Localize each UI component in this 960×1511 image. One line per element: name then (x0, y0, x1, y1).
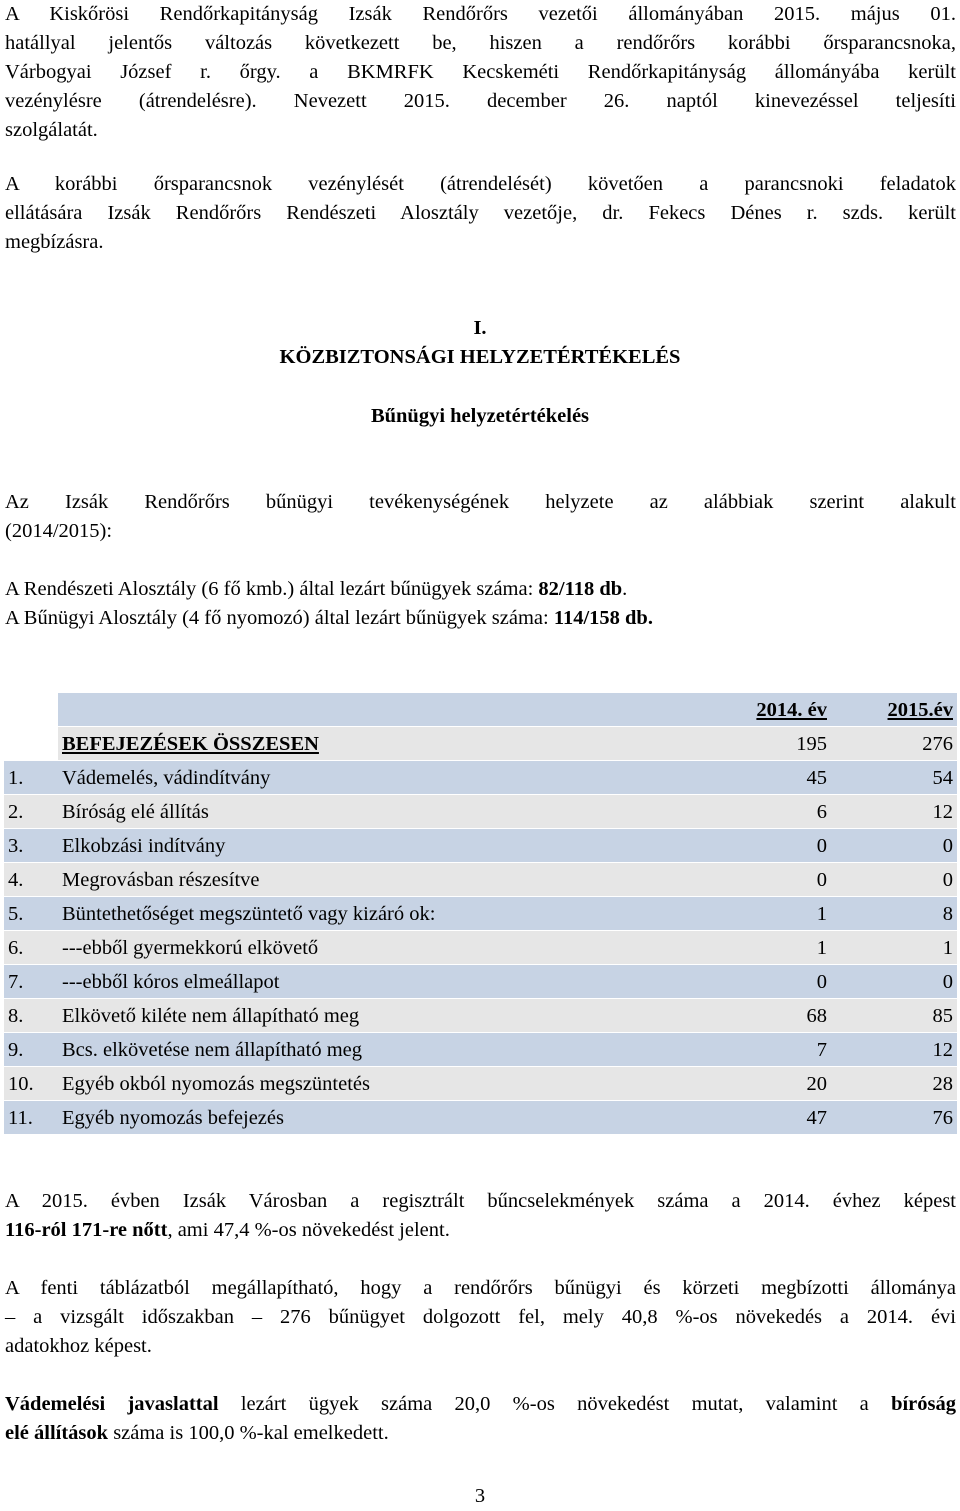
table-row (4, 1101, 957, 1134)
row-value-2015: 76 (831, 1101, 957, 1134)
row-label: Elkobzási indítvány (58, 829, 705, 862)
row-value-2015: 12 (831, 795, 957, 828)
crime-paragraph (5, 1187, 956, 1245)
table-row (4, 795, 957, 828)
table-cell (4, 727, 58, 760)
row-value-2014: 1 (705, 897, 831, 930)
closed-end: . (622, 578, 628, 600)
crime-line (5, 1216, 956, 1245)
row-value-2015: 1 (831, 931, 957, 964)
table-total-row (4, 727, 957, 760)
table-row (4, 1067, 957, 1100)
intro-line: vezénylésre (átrendelésre). Nevezett 2015. december 26. naptól kinevezéssel teljesíti (5, 90, 956, 112)
row-value-2014: 7 (705, 1033, 831, 1066)
row-value-2015: 12 (831, 1033, 957, 1066)
row-number: 6. (4, 931, 58, 964)
prosecution-bold: Vádemelési javaslattal (5, 1393, 219, 1415)
commander-line: ellátására Izsák Rendőrőrs Rendészeti Alosztály vezetője, dr. Fekecs Dénes r. szds. került (5, 202, 956, 224)
prosecution-bold: bíróság (891, 1393, 956, 1415)
closed-cases (5, 575, 956, 633)
section-number: I. (473, 317, 487, 339)
row-value-2014: 0 (705, 863, 831, 896)
row-label: Bíróság elé állítás (58, 795, 705, 828)
row-label: ---ebből gyermekkorú elkövető (58, 931, 705, 964)
prosecution-bold: elé állítások (5, 1422, 109, 1444)
row-label: Bcs. elkövetése nem állapítható meg (58, 1033, 705, 1066)
closed-value: 114/158 db. (553, 607, 653, 629)
commander-line: megbízásra. (5, 231, 104, 253)
page-number: 3 (474, 1485, 486, 1507)
row-number: 5. (4, 897, 58, 930)
row-value-2014: 0 (705, 965, 831, 998)
row-label: Egyéb nyomozás befejezés (58, 1101, 705, 1134)
table-cell (58, 693, 705, 726)
intro-paragraph (5, 0, 956, 145)
table-cell (4, 693, 58, 726)
table-row (4, 863, 957, 896)
crime-bold: 116-ról 171-re nőtt (5, 1219, 168, 1241)
row-value-2014: 0 (705, 829, 831, 862)
row-number: 10. (4, 1067, 58, 1100)
summary-paragraph (5, 1274, 956, 1361)
prosecution-text: száma is 100,0 %-kal emelkedett. (108, 1422, 389, 1444)
closed-value: 82/118 db (538, 578, 623, 600)
summary-line: adatokhoz képest. (5, 1335, 152, 1357)
crime-line: A 2015. évben Izsák Városban a regisztrált bűncselekmények száma a 2014. évhez képest (5, 1190, 956, 1212)
table-row (4, 931, 957, 964)
row-value-2015: 8 (831, 897, 957, 930)
row-value-2015: 0 (831, 863, 957, 896)
table-row (4, 761, 957, 794)
row-value-2015: 0 (831, 829, 957, 862)
row-label: ---ebből kóros elmeállapot (58, 965, 705, 998)
table-header-row (4, 693, 957, 726)
row-label: Megrovásban részesítve (58, 863, 705, 896)
crime-rest: , ami 47,4 %-os növekedést jelent. (167, 1219, 450, 1241)
closed-text: A Bűnügyi Alosztály (4 fő nyomozó) által lezárt bűnügyek száma: (5, 607, 554, 629)
year-label: 2015.év (887, 698, 953, 721)
commander-line: A korábbi őrsparancsnok vezénylését (átrendelését) követően a parancsnoki feladatok (5, 173, 956, 195)
row-value-2014: 47 (705, 1101, 831, 1134)
row-number: 8. (4, 999, 58, 1032)
summary-line: – a vizsgált időszakban – 276 bűnügyet dolgozott fel, mely 40,8 %-os növekedés a 2014. évi (5, 1306, 956, 1328)
table-row (4, 1033, 957, 1066)
row-label: Elkövető kiléte nem állapítható meg (58, 999, 705, 1032)
row-number: 3. (4, 829, 58, 862)
row-value-2014: 20 (705, 1067, 831, 1100)
row-value-2014: 45 (705, 761, 831, 794)
closed-text: A Rendészeti Alosztály (6 fő kmb.) által lezárt bűnügyek száma: (5, 578, 539, 600)
prosecution-line (5, 1419, 956, 1448)
row-value-2014: 1 (705, 931, 831, 964)
situation-line: Az Izsák Rendőrőrs bűnügyi tevékenységének helyzete az alábbiak szerint alakult (5, 491, 956, 513)
intro-line: A Kiskőrösi Rendőrkapitányság Izsák Rendőrőrs vezetői állományában 2015. május 01. (5, 3, 956, 25)
row-number: 7. (4, 965, 58, 998)
row-label: Egyéb okból nyomozás megszüntetés (58, 1067, 705, 1100)
row-number: 9. (4, 1033, 58, 1066)
row-number: 11. (4, 1101, 58, 1134)
row-value-2015: 28 (831, 1067, 957, 1100)
section-subtitle: Bűnügyi helyzetértékelés (370, 405, 590, 427)
table-row (4, 999, 957, 1032)
closed-cases-rendeszeti (5, 575, 956, 604)
table-row (4, 965, 957, 998)
row-number: 2. (4, 795, 58, 828)
row-value-2015: 85 (831, 999, 957, 1032)
closed-cases-bunugyi (5, 604, 956, 633)
summary-line: A fenti táblázatból megállapítható, hogy a rendőrőrs bűnügyi és körzeti megbízotti állománya (5, 1277, 956, 1299)
row-value-2015: 0 (831, 965, 957, 998)
prosecution-paragraph (5, 1390, 956, 1448)
row-label: Vádemelés, vádindítvány (58, 761, 705, 794)
row-value-2014: 6 (705, 795, 831, 828)
intro-line: hatállyal jelentős változás következett be, hiszen a rendőrőrs korábbi őrsparancsnoka, (5, 32, 956, 54)
total-label: BEFEJEZÉSEK ÖSSZESEN (58, 727, 705, 760)
row-number: 4. (4, 863, 58, 896)
row-label: Büntethetőséget megszüntető vagy kizáró ok: (58, 897, 705, 930)
total-2015: 276 (831, 727, 957, 760)
section-title: KÖZBIZTONSÁGI HELYZETÉRTÉKELÉS (279, 346, 681, 368)
total-2014: 195 (705, 727, 831, 760)
row-number: 1. (4, 761, 58, 794)
table-row (4, 829, 957, 862)
year-label: 2014. év (756, 698, 827, 721)
prosecution-line (5, 1390, 956, 1419)
situation-line: (2014/2015): (5, 520, 113, 542)
header-year-2015 (831, 693, 957, 726)
prosecution-text: lezárt ügyek száma 20,0 %-os növekedést mutat, valamint a (218, 1393, 892, 1415)
row-value-2015: 54 (831, 761, 957, 794)
intro-line: Várbogyai József r. őrgy. a BKMRFK Kecskeméti Rendőrkapitányság állományába került (5, 61, 956, 83)
table-row (4, 897, 957, 930)
situation-paragraph (5, 488, 956, 546)
intro-line: szolgálatát. (5, 119, 98, 141)
row-value-2014: 68 (705, 999, 831, 1032)
statistics-table (4, 692, 957, 1135)
commander-paragraph (5, 170, 956, 257)
header-year-2014 (705, 693, 831, 726)
